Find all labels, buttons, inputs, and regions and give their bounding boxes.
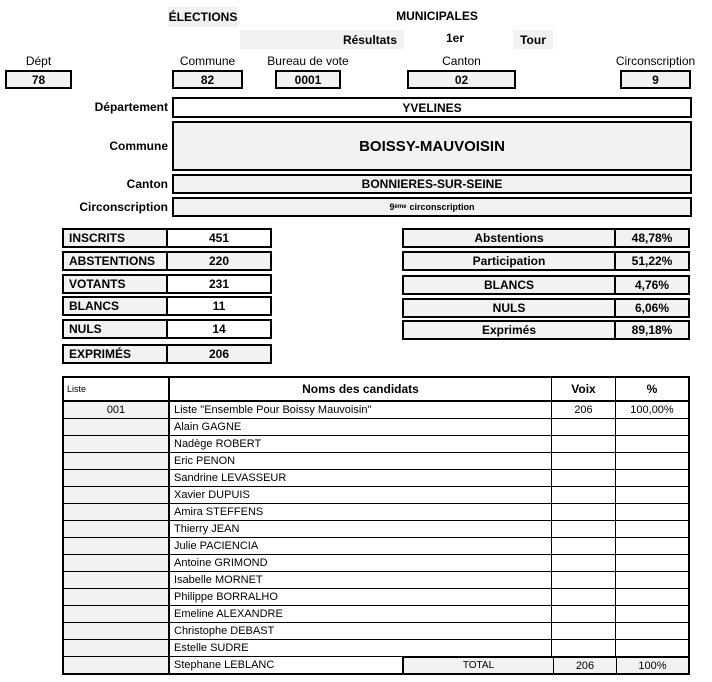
- bureau-field-label: Bureau de vote: [267, 54, 349, 68]
- candidate-name-cell: Alain GAGNE: [170, 419, 552, 435]
- elections-title: ÉLECTIONS: [168, 7, 238, 27]
- pct-cell: [616, 623, 688, 639]
- total-percent: 100%: [616, 658, 688, 673]
- results-table-body: [64, 402, 688, 673]
- circonscription-number: 9: [389, 202, 395, 212]
- candidate-name-cell: Emeline ALEXANDRE: [170, 606, 552, 622]
- circonscription-field-value: 9: [620, 70, 691, 89]
- pct-cell: [616, 470, 688, 486]
- count-row: [62, 228, 272, 248]
- candidate-name-cell: Eric PENON: [170, 453, 552, 469]
- table-row: [64, 606, 688, 623]
- circonscription-ordinal-suffix: ème: [394, 204, 407, 210]
- header-voix: Voix: [552, 378, 616, 400]
- canton-value: BONNIERES-SUR-SEINE: [172, 174, 692, 194]
- pct-cell: [616, 504, 688, 520]
- table-row: [64, 555, 688, 572]
- liste-cell: [64, 555, 170, 571]
- count-row: [62, 319, 272, 339]
- header-noms-des-candidats: Noms des candidats: [170, 378, 552, 400]
- results-table: [62, 376, 690, 675]
- liste-cell: [64, 487, 170, 503]
- table-row: [64, 419, 688, 436]
- table-row: [64, 470, 688, 487]
- table-row: [64, 589, 688, 606]
- circonscription-value: [172, 197, 692, 217]
- voix-cell: [552, 555, 616, 571]
- candidate-name-cell: Stephane LEBLANC: [170, 657, 552, 673]
- pct-cell: [616, 572, 688, 588]
- table-row: [64, 623, 688, 640]
- liste-cell: [64, 521, 170, 537]
- circonscription-word: circonscription: [409, 202, 475, 212]
- voix-cell: [552, 589, 616, 605]
- voix-cell: [552, 436, 616, 452]
- voix-cell: [552, 572, 616, 588]
- candidate-name-cell: Amira STEFFENS: [170, 504, 552, 520]
- pct-cell: [616, 589, 688, 605]
- percentage-label: Participation: [404, 253, 616, 269]
- count-label: EXPRIMÉS: [64, 346, 168, 362]
- liste-cell: [64, 572, 170, 588]
- percentage-row: [402, 320, 690, 340]
- resultats-subtitle: Résultats: [240, 30, 404, 49]
- voix-cell: [552, 640, 616, 656]
- count-label: BLANCS: [64, 298, 168, 314]
- canton-field-label: Canton: [442, 54, 481, 68]
- candidate-name-cell: Sandrine LEVASSEUR: [170, 470, 552, 486]
- table-row: [64, 453, 688, 470]
- candidate-name-cell: Nadège ROBERT: [170, 436, 552, 452]
- liste-cell: 001: [64, 402, 170, 418]
- pct-cell: [616, 487, 688, 503]
- table-row: [64, 521, 688, 538]
- count-row: [62, 296, 272, 316]
- liste-cell: [64, 453, 170, 469]
- canton-field-value: 02: [407, 70, 516, 89]
- voix-cell: 206: [552, 402, 616, 418]
- percentage-value: 6,06%: [616, 300, 688, 316]
- percentage-row: [402, 251, 690, 271]
- percentage-value: 48,78%: [616, 230, 688, 246]
- count-value: 451: [208, 231, 230, 245]
- candidate-name-cell: Estelle SUDRE: [170, 640, 552, 656]
- count-value: 231: [208, 277, 230, 291]
- count-value: 220: [168, 253, 270, 269]
- header-percent: %: [646, 382, 658, 396]
- percentage-row: [402, 298, 690, 318]
- candidate-name-cell: Philippe BORRALHO: [170, 589, 552, 605]
- candidate-name-cell: Thierry JEAN: [170, 521, 552, 537]
- pct-cell: [616, 640, 688, 656]
- table-row: [64, 572, 688, 589]
- percentage-value: 4,76%: [616, 277, 688, 293]
- table-row: [64, 640, 688, 657]
- percentage-row: [402, 228, 690, 248]
- total-row: [402, 656, 690, 675]
- candidate-name-cell: Liste "Ensemble Pour Boissy Mauvoisin": [170, 402, 552, 418]
- table-row: [64, 538, 688, 555]
- count-value: 206: [168, 346, 270, 362]
- liste-cell: [64, 589, 170, 605]
- count-row: [62, 344, 272, 364]
- voix-cell: [552, 453, 616, 469]
- dept-field-label: Dépt: [25, 54, 52, 68]
- count-label: ABSTENTIONS: [64, 253, 168, 269]
- round-number: 1er: [445, 31, 465, 45]
- percentage-value: 89,18%: [616, 322, 688, 338]
- municipales-title: MUNICIPALES: [396, 9, 478, 23]
- pct-cell: [616, 419, 688, 435]
- commune-label: Commune: [109, 139, 168, 153]
- liste-cell: [64, 538, 170, 554]
- pct-cell: [616, 436, 688, 452]
- circonscription-field-label: Circonscription: [615, 54, 696, 68]
- total-label: TOTAL: [462, 660, 495, 671]
- count-label: INSCRITS: [64, 230, 168, 246]
- departement-value: YVELINES: [172, 97, 692, 118]
- liste-cell: [64, 640, 170, 656]
- voix-cell: [552, 419, 616, 435]
- percentage-row: [402, 275, 690, 295]
- percentage-label: Exprimés: [404, 322, 616, 338]
- percentage-value: 51,22%: [616, 253, 688, 269]
- header-liste: Liste: [64, 378, 170, 400]
- voix-cell: [552, 504, 616, 520]
- pct-cell: [616, 521, 688, 537]
- count-value: 11: [212, 299, 226, 313]
- count-row: [62, 274, 272, 294]
- commune-field-value: 82: [172, 70, 243, 89]
- liste-cell: [64, 436, 170, 452]
- pct-cell: [616, 538, 688, 554]
- count-label: VOTANTS: [64, 276, 168, 292]
- canton-label: Canton: [126, 177, 168, 191]
- total-voix: 206: [553, 658, 616, 673]
- voix-cell: [552, 606, 616, 622]
- bureau-field-value: 0001: [275, 70, 341, 89]
- liste-cell: [64, 470, 170, 486]
- candidate-name-cell: Isabelle MORNET: [170, 572, 552, 588]
- voix-cell: [552, 470, 616, 486]
- departement-label: Département: [94, 100, 168, 114]
- liste-cell: [64, 504, 170, 520]
- liste-cell: [64, 657, 170, 673]
- voix-cell: [552, 487, 616, 503]
- liste-cell: [64, 419, 170, 435]
- pct-cell: [616, 555, 688, 571]
- tour-label: Tour: [513, 30, 553, 49]
- percentage-label: Abstentions: [404, 230, 616, 246]
- table-row: [64, 402, 688, 419]
- count-row: [62, 251, 272, 271]
- table-row: [64, 504, 688, 521]
- pct-cell: 100,00%: [630, 404, 674, 416]
- pct-cell: [616, 453, 688, 469]
- voix-cell: [552, 538, 616, 554]
- count-label: NULS: [64, 321, 168, 337]
- table-row: [64, 487, 688, 504]
- liste-cell: [64, 623, 170, 639]
- dept-field-value: 78: [5, 70, 72, 89]
- percentage-label: BLANCS: [404, 277, 616, 293]
- voix-cell: [552, 521, 616, 537]
- circonscription-label: Circonscription: [79, 200, 168, 214]
- table-row: [64, 436, 688, 453]
- commune-value: BOISSY-MAUVOISIN: [172, 121, 692, 171]
- candidate-name-cell: Christophe DEBAST: [170, 623, 552, 639]
- pct-cell: [616, 606, 688, 622]
- candidate-name-cell: Julie PACIENCIA: [170, 538, 552, 554]
- commune-field-label: Commune: [179, 54, 236, 68]
- results-table-header: [64, 378, 688, 402]
- percentage-label: NULS: [404, 300, 616, 316]
- candidate-name-cell: Antoine GRIMOND: [170, 555, 552, 571]
- candidate-name-cell: Xavier DUPUIS: [170, 487, 552, 503]
- voix-cell: [552, 623, 616, 639]
- count-value: 14: [212, 322, 226, 336]
- liste-cell: [64, 606, 170, 622]
